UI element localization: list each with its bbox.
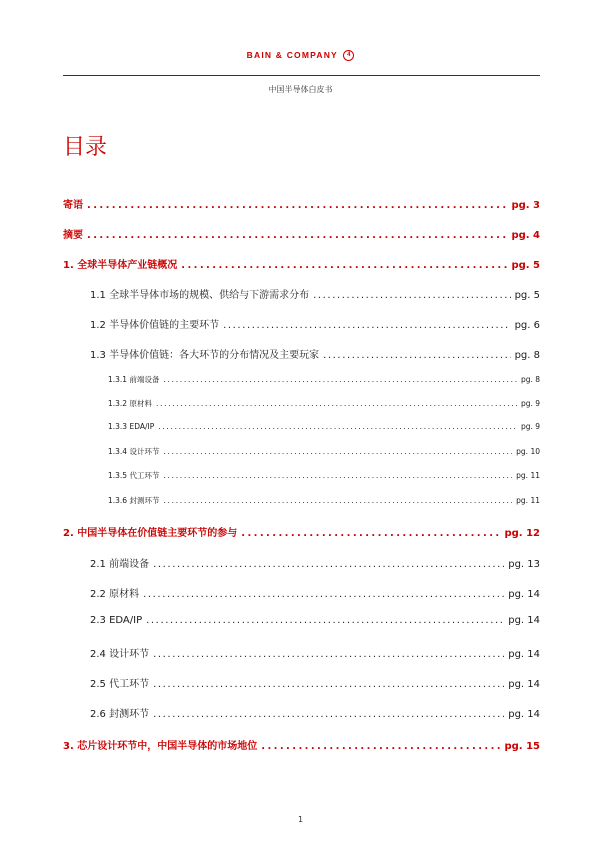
toc-entry-page: pg. 14 [508, 589, 540, 600]
toc-entry[interactable] [108, 398, 540, 409]
toc-entry-label: 2.1 前端设备 [90, 559, 150, 570]
toc-leader-dots [87, 230, 507, 241]
toc-entry-label: 2.4 设计环节 [90, 649, 150, 660]
toc-entry-label: 寄语 [63, 200, 83, 211]
document-subtitle: 中国半导体白皮书 [268, 85, 333, 94]
toc-entry-page: pg. 9 [520, 422, 540, 431]
toc-entry[interactable] [108, 374, 540, 385]
header-rule [63, 75, 540, 76]
toc-entry-page: pg. 15 [504, 741, 540, 752]
toc-entry[interactable] [108, 422, 540, 431]
toc-leader-dots [261, 741, 500, 752]
toc-entry[interactable] [108, 495, 540, 506]
toc-entry-label: 1.3.6 封测环节 [108, 496, 160, 505]
toc-entry[interactable] [108, 446, 540, 457]
toc-entry[interactable] [63, 524, 540, 539]
toc-entry-label: 1.3.4 设计环节 [108, 447, 160, 456]
toc-leader-dots [153, 559, 504, 570]
toc-entry[interactable] [108, 470, 540, 481]
toc-entry-page: pg. 5 [511, 260, 540, 271]
toc-entry-page: pg. 12 [504, 528, 540, 539]
toc-leader-dots [241, 528, 500, 539]
toc-leader-dots [223, 320, 510, 331]
toc-entry[interactable] [63, 196, 540, 211]
toc-entry-label: 2.3 EDA/IP [90, 615, 143, 626]
toc-entry-page: pg. 5 [514, 290, 540, 301]
toc-entry-label: 2. 中国半导体在价值链主要环节的参与 [63, 528, 238, 539]
toc-entry-label: 2.2 原材料 [90, 589, 140, 600]
toc-leader-dots [87, 200, 507, 211]
toc-leader-dots [153, 709, 504, 720]
toc-entry-label: 摘要 [63, 230, 83, 241]
toc-entry[interactable] [90, 316, 540, 331]
toc-entry[interactable] [63, 256, 540, 271]
toc-entry-page: pg. 11 [516, 496, 540, 505]
toc-entry[interactable] [90, 645, 540, 660]
brand-header [0, 50, 601, 61]
toc-entry-label: 2.6 封测环节 [90, 709, 150, 720]
toc-entry-page: pg. 9 [520, 399, 540, 408]
brand-name: BAIN & COMPANY [246, 50, 338, 60]
toc-entry[interactable] [90, 585, 540, 600]
toc-leader-dots [323, 350, 510, 361]
toc-entry[interactable] [63, 226, 540, 241]
toc-title: 目录 [63, 135, 108, 160]
toc-leader-dots [143, 589, 504, 600]
toc-entry-page: pg. 4 [511, 230, 540, 241]
toc-leader-dots [146, 615, 504, 626]
toc-leader-dots [181, 260, 507, 271]
toc-entry[interactable] [90, 286, 540, 301]
toc-entry[interactable] [90, 346, 540, 361]
toc-entry[interactable] [63, 737, 540, 752]
toc-leader-dots [313, 290, 510, 301]
toc-leader-dots [158, 422, 517, 431]
toc-entry-label: 1.1 全球半导体市场的规模、供给与下游需求分布 [90, 290, 310, 301]
toc-leader-dots [163, 375, 516, 384]
toc-entry-page: pg. 14 [508, 649, 540, 660]
toc-entry[interactable] [90, 555, 540, 570]
toc-entry[interactable] [90, 675, 540, 690]
toc-leader-dots [156, 399, 517, 408]
toc-entry-label: 1.3.2 原材料 [108, 399, 152, 408]
toc-entry-page: pg. 8 [514, 350, 540, 361]
toc-leader-dots [163, 447, 512, 456]
brand-logo-icon: 4 [343, 50, 354, 61]
toc-entry-page: pg. 3 [511, 200, 540, 211]
toc-leader-dots [153, 679, 504, 690]
toc-entry-label: 1. 全球半导体产业链概况 [63, 260, 178, 271]
page-number: 1 [297, 815, 304, 824]
toc-entry-page: pg. 10 [516, 447, 540, 456]
toc-entry-page: pg. 11 [516, 471, 540, 480]
toc-entry-page: pg. 14 [508, 679, 540, 690]
toc-entry-label: 1.3.1 前端设备 [108, 375, 160, 384]
toc-leader-dots [163, 496, 512, 505]
toc-entry-label: 1.3.3 EDA/IP [108, 422, 155, 431]
toc-entry-label: 1.2 半导体价值链的主要环节 [90, 320, 220, 331]
toc-entry[interactable] [90, 705, 540, 720]
toc-entry-label: 1.3.5 代工环节 [108, 471, 160, 480]
toc-entry-page: pg. 6 [514, 320, 540, 331]
toc-entry-label: 1.3 半导体价值链：各大环节的分布情况及主要玩家 [90, 350, 320, 361]
toc-leader-dots [153, 649, 504, 660]
toc-entry[interactable] [90, 615, 540, 626]
toc-entry-page: pg. 14 [508, 709, 540, 720]
toc-entry-page: pg. 14 [508, 615, 540, 626]
toc-entry-label: 3. 芯片设计环节中，中国半导体的市场地位 [63, 741, 258, 752]
toc-entry-page: pg. 13 [508, 559, 540, 570]
toc-entry-page: pg. 8 [520, 375, 540, 384]
toc-leader-dots [163, 471, 512, 480]
toc-entry-label: 2.5 代工环节 [90, 679, 150, 690]
